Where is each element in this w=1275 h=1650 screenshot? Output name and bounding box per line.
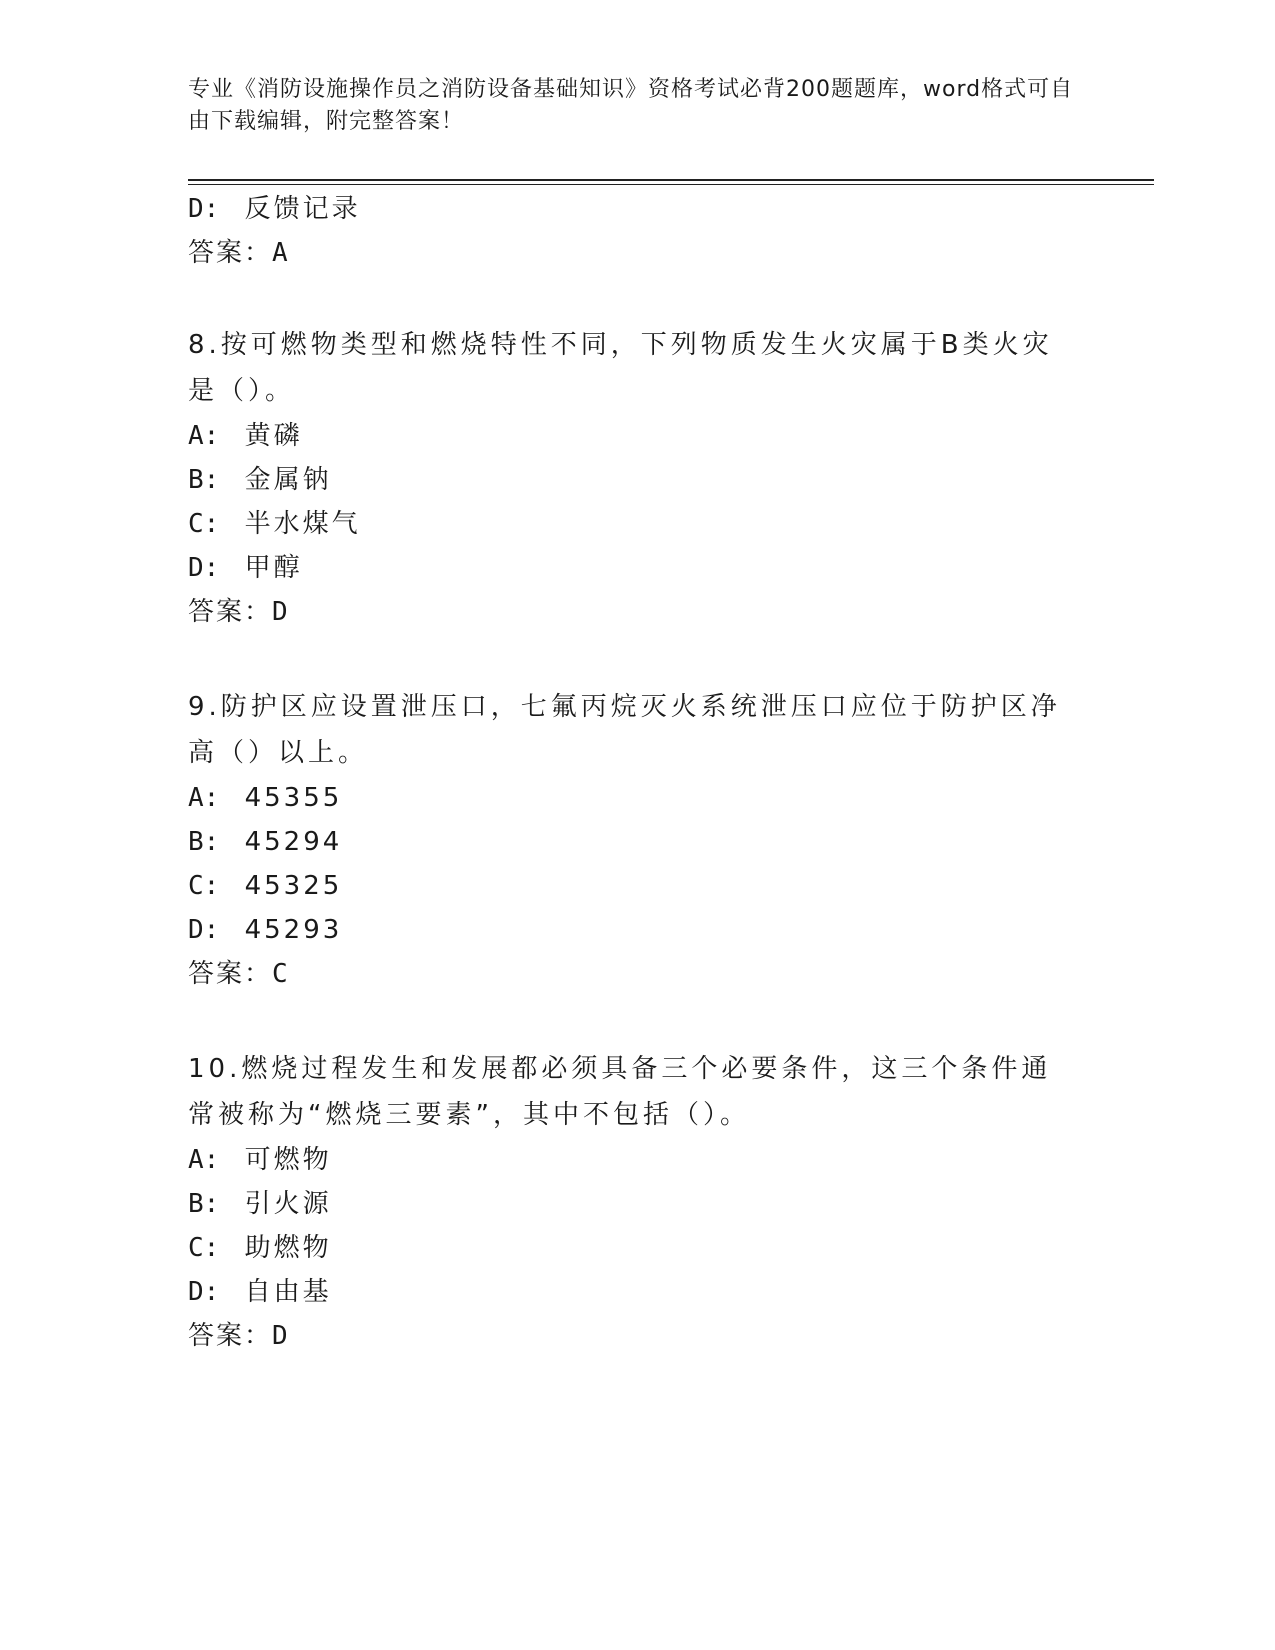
option-text: 甲醇: [244, 553, 303, 583]
option-key: A:: [188, 421, 220, 451]
question-10-stem: 10.燃烧过程发生和发展都必须具备三个必要条件，这三个条件通常被称为“燃烧三要素”，其中不包括（）。: [188, 1054, 1052, 1130]
option-text: 黄磷: [244, 421, 303, 451]
option-key: C:: [188, 871, 220, 901]
question-9-stem: 9.防护区应设置泄压口，七氟丙烷灭火系统泄压口应位于防护区净高（）以上。: [188, 692, 1061, 768]
option-text: 45294: [244, 827, 343, 857]
option-key: B:: [188, 827, 220, 857]
question-9-option-a: [188, 781, 342, 815]
answer-value: D: [272, 1321, 290, 1351]
option-text: 金属钠: [244, 465, 332, 495]
option-text: 引火源: [244, 1189, 332, 1219]
question-8-stem: 8.按可燃物类型和燃烧特性不同，下列物质发生火灾属于B类火灾是（）。: [188, 330, 1053, 406]
option-text: 半水煤气: [244, 509, 361, 539]
question-8-option-b: [188, 463, 332, 497]
option-key: B:: [188, 465, 220, 495]
option-key: A:: [188, 1145, 220, 1175]
option-key: C:: [188, 1233, 220, 1263]
question-10-option-d: [188, 1275, 332, 1309]
question-9-answer: [188, 957, 290, 991]
option-text: 45293: [244, 915, 343, 945]
question-8-answer: [188, 595, 290, 629]
option-text: 助燃物: [244, 1233, 332, 1263]
header-divider-thin: [188, 184, 1154, 185]
answer-label: 答案：: [188, 238, 273, 268]
option-key: D:: [188, 194, 220, 224]
answer-label: 答案：: [188, 597, 273, 627]
option-text: 自由基: [244, 1277, 332, 1307]
document-header: 专业《消防设施操作员之消防设备基础知识》资格考试必背200题题库，word格式可自由下载编辑，附完整答案！: [188, 77, 1074, 134]
question-8-option-c: [188, 507, 361, 541]
question-9-option-d: [188, 913, 342, 947]
answer-value: C: [272, 959, 290, 989]
option-key: D:: [188, 1277, 220, 1307]
option-text: 45325: [244, 871, 343, 901]
option-key: B:: [188, 1189, 220, 1219]
answer-label: 答案：: [188, 959, 273, 989]
option-key: C:: [188, 509, 220, 539]
option-key: D:: [188, 553, 220, 583]
question-9-option-c: [188, 869, 342, 903]
fragment-option-d: [188, 192, 361, 226]
question-9-option-b: [188, 825, 342, 859]
option-text: 45355: [244, 783, 343, 813]
question-10-option-c: [188, 1231, 332, 1265]
option-key: A:: [188, 783, 220, 813]
answer-value: A: [272, 238, 290, 268]
answer-label: 答案：: [188, 1321, 273, 1351]
question-10-option-a: [188, 1143, 332, 1177]
option-text: 反馈记录: [244, 194, 361, 224]
question-10-answer: [188, 1319, 290, 1353]
option-key: D:: [188, 915, 220, 945]
header-divider-thick: [188, 179, 1154, 181]
answer-value: D: [272, 597, 290, 627]
question-10-option-b: [188, 1187, 332, 1221]
option-text: 可燃物: [244, 1145, 332, 1175]
question-8-option-d: [188, 551, 303, 585]
question-8-option-a: [188, 419, 303, 453]
fragment-answer: [188, 236, 290, 270]
